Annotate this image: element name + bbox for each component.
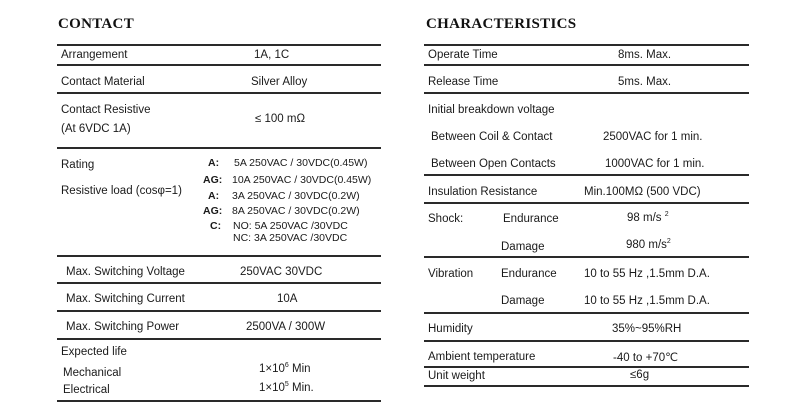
- vibration-label: Vibration: [428, 268, 474, 280]
- max-switching-current-label: Max. Switching Current: [66, 293, 185, 305]
- rating-code: A:: [208, 190, 220, 202]
- open-contacts-label: Between Open Contacts: [431, 158, 556, 170]
- rating-line: 8A 250VAC / 30VDC(0.2W): [232, 205, 360, 217]
- release-time-value: 5ms. Max.: [618, 76, 672, 88]
- divider: [57, 92, 381, 94]
- characteristics-title: CHARACTERISTICS: [426, 16, 577, 32]
- coil-contact-value: 2500VAC for 1 min.: [603, 131, 703, 143]
- contact-material-label: Contact Material: [61, 76, 145, 88]
- breakdown-voltage-label: Initial breakdown voltage: [428, 104, 555, 116]
- release-time-label: Release Time: [428, 76, 499, 88]
- divider: [424, 366, 749, 368]
- insulation-resistance-value: Min.100MΩ (500 VDC): [584, 186, 701, 198]
- electrical-life-value: $1\times 10^5$ Min.: [259, 381, 314, 394]
- ambient-temperature-value: -40 to +70℃: [613, 352, 679, 364]
- rating-line: 5A 250VAC / 30VDC(0.45W): [234, 157, 368, 169]
- rating-label: Rating: [61, 159, 95, 171]
- vibration-endurance-label: Endurance: [501, 268, 557, 280]
- divider: [424, 340, 749, 342]
- contact-resistive-label: Contact Resistive: [61, 104, 151, 116]
- divider: [424, 256, 749, 258]
- contact-resistive-condition: (At 6VDC 1A): [61, 123, 131, 135]
- arrangement-value: 1A, 1C: [254, 49, 290, 61]
- divider: [424, 385, 749, 387]
- shock-endurance-value: 98 m/s $^2$: [627, 211, 669, 224]
- rating-line: NO: 5A 250VAC /30VDC: [233, 220, 348, 232]
- expected-life-label: Expected life: [61, 346, 127, 358]
- divider: [424, 202, 749, 204]
- rating-line: 10A 250VAC / 30VDC(0.45W): [232, 174, 372, 186]
- insulation-resistance-label: Insulation Resistance: [428, 186, 538, 198]
- rating-line: 3A 250VAC / 30VDC(0.2W): [232, 190, 360, 202]
- resistive-load-label: Resistive load (cosφ=1): [61, 185, 182, 197]
- rating-code: AG:: [203, 205, 223, 217]
- operate-time-label: Operate Time: [428, 49, 498, 61]
- vibration-endurance-value: 10 to 55 Hz ,1.5mm D.A.: [584, 268, 710, 280]
- divider: [57, 400, 381, 402]
- divider: [57, 282, 381, 284]
- rating-code: AG:: [203, 174, 223, 186]
- divider: [424, 64, 749, 66]
- humidity-label: Humidity: [428, 323, 473, 335]
- shock-endurance-label: Endurance: [503, 213, 559, 225]
- contact-material-value: Silver Alloy: [251, 76, 308, 88]
- divider: [57, 255, 381, 257]
- vibration-damage-label: Damage: [501, 295, 545, 307]
- shock-label: Shock:: [428, 213, 464, 225]
- max-switching-current-value: 10A: [277, 293, 298, 305]
- contact-resistive-value: ≤ 100 mΩ: [255, 113, 306, 125]
- open-contacts-value: 1000VAC for 1 min.: [605, 158, 705, 170]
- divider: [57, 44, 381, 46]
- divider: [57, 310, 381, 312]
- electrical-life-label: Electrical: [63, 384, 110, 396]
- contact-title: CONTACT: [58, 16, 134, 32]
- max-switching-power-value: 2500VA / 300W: [246, 321, 326, 333]
- mechanical-life-label: Mechanical: [63, 367, 122, 379]
- arrangement-label: Arrangement: [61, 49, 128, 61]
- coil-contact-label: Between Coil & Contact: [431, 131, 553, 143]
- max-switching-power-label: Max. Switching Power: [66, 321, 180, 333]
- shock-damage-value: 980 $m/s^2$: [626, 238, 671, 251]
- divider: [57, 64, 381, 66]
- divider: [57, 147, 381, 149]
- max-switching-voltage-label: Max. Switching Voltage: [66, 266, 185, 278]
- rating-code: C:: [210, 220, 222, 232]
- mechanical-life-value: $1\times 10^6$ Min: [259, 362, 311, 375]
- shock-damage-label: Damage: [501, 241, 545, 253]
- rating-code: A:: [208, 157, 220, 169]
- unit-weight-value: ≤6g: [630, 369, 650, 381]
- divider: [424, 92, 749, 94]
- max-switching-voltage-value: 250VAC 30VDC: [240, 266, 323, 278]
- vibration-damage-value: 10 to 55 Hz ,1.5mm D.A.: [584, 295, 710, 307]
- unit-weight-label: Unit weight: [428, 370, 485, 382]
- ambient-temperature-label: Ambient temperature: [428, 351, 536, 363]
- rating-line: NC: 3A 250VAC /30VDC: [233, 232, 348, 244]
- humidity-value: 35%~95%RH: [612, 323, 682, 335]
- operate-time-value: 8ms. Max.: [618, 49, 672, 61]
- divider: [57, 338, 381, 340]
- divider: [424, 44, 749, 46]
- divider: [424, 174, 749, 176]
- divider: [424, 312, 749, 314]
